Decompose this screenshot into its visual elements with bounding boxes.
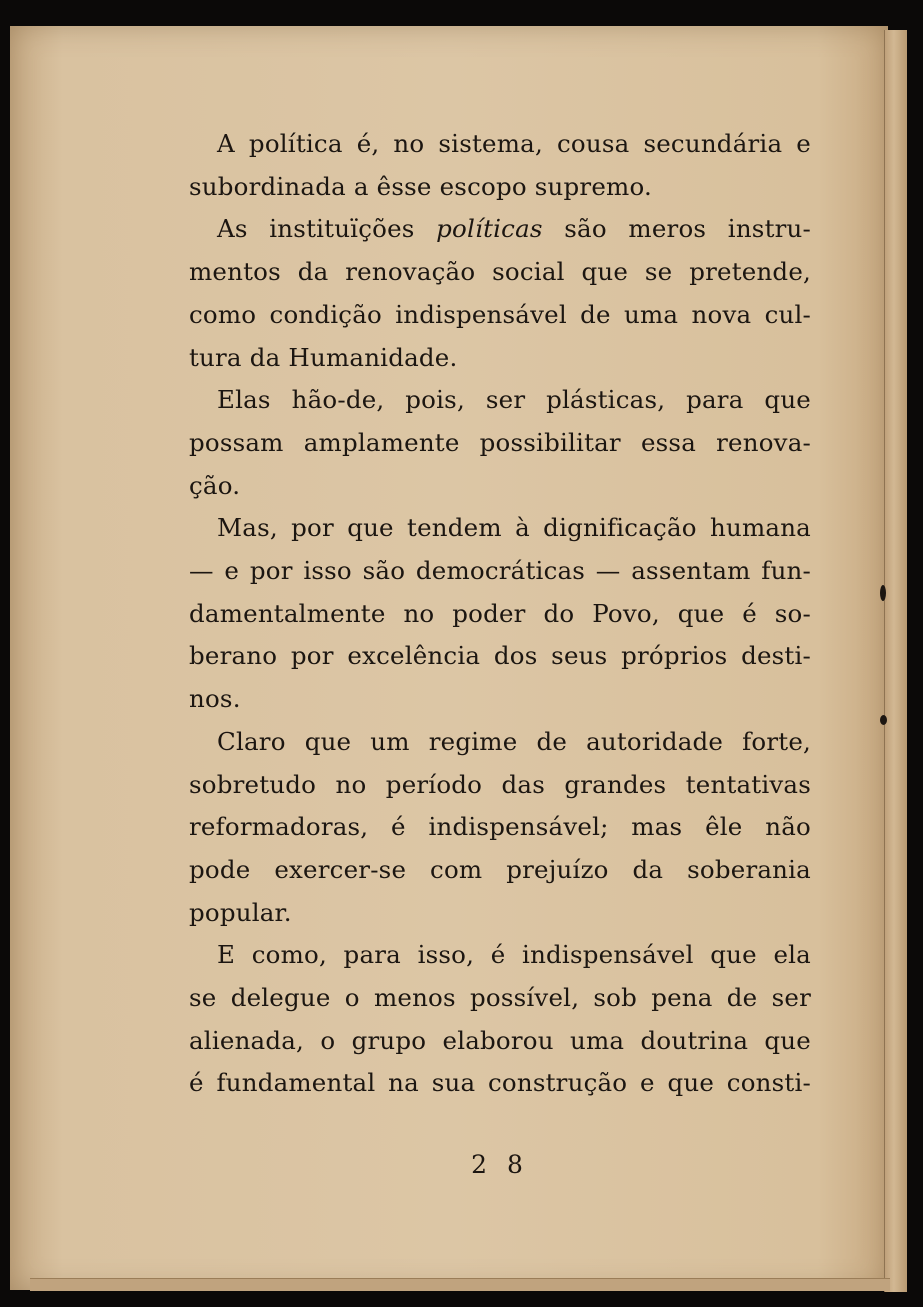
text-line: Mas, por que tendem à dignificação humana <box>217 513 811 543</box>
text-line: subordinada a êsse escopo supremo. <box>189 171 652 201</box>
page-number: 2 8 <box>471 1150 529 1179</box>
text-line: damentalmente no poder do Povo, que é so- <box>189 598 811 628</box>
text-line: é fundamental na sua construção e que consti- <box>189 1068 811 1098</box>
ink-speck <box>880 585 886 601</box>
text-line: nos. <box>189 684 241 714</box>
text-line: alienada, o grupo elaborou uma doutrina que <box>189 1025 811 1055</box>
text-line: Elas hão-de, pois, ser plásticas, para que <box>217 385 811 415</box>
text-line: A política é, no sistema, cousa secundária e <box>217 129 811 158</box>
text-line: Claro que um regime de autoridade forte, <box>217 726 811 756</box>
text-line: tura da Humanidade. <box>189 342 458 372</box>
text-line: se delegue o menos possível, sob pena de ser <box>189 983 811 1013</box>
text-line: reformadoras, é indispensável; mas êle não <box>189 812 811 842</box>
text-line: possam amplamente possibilitar essa renova- <box>189 427 811 457</box>
ink-speck <box>880 715 887 725</box>
body-text <box>189 123 811 1105</box>
text-line: pode exercer-se com prejuízo da soberania <box>189 854 811 884</box>
text-line: — e por isso são democráticas — assentam fun- <box>189 556 811 586</box>
text-line: ção. <box>189 470 241 500</box>
text-line: E como, para isso, é indispensável que ela <box>217 940 811 970</box>
text-line: como condição indispensável de uma nova cul- <box>189 299 811 329</box>
text-line: sobretudo no período das grandes tentativas <box>189 769 811 799</box>
text-line: mentos da renovação social que se pretende, <box>189 257 811 287</box>
page-edge <box>884 30 907 1292</box>
text-line: popular. <box>189 897 292 927</box>
page-bottom-edge <box>30 1278 890 1291</box>
text-line: As instituïções políticas são meros instru- <box>217 214 811 244</box>
text-line: berano por excelência dos seus próprios desti- <box>189 641 811 671</box>
